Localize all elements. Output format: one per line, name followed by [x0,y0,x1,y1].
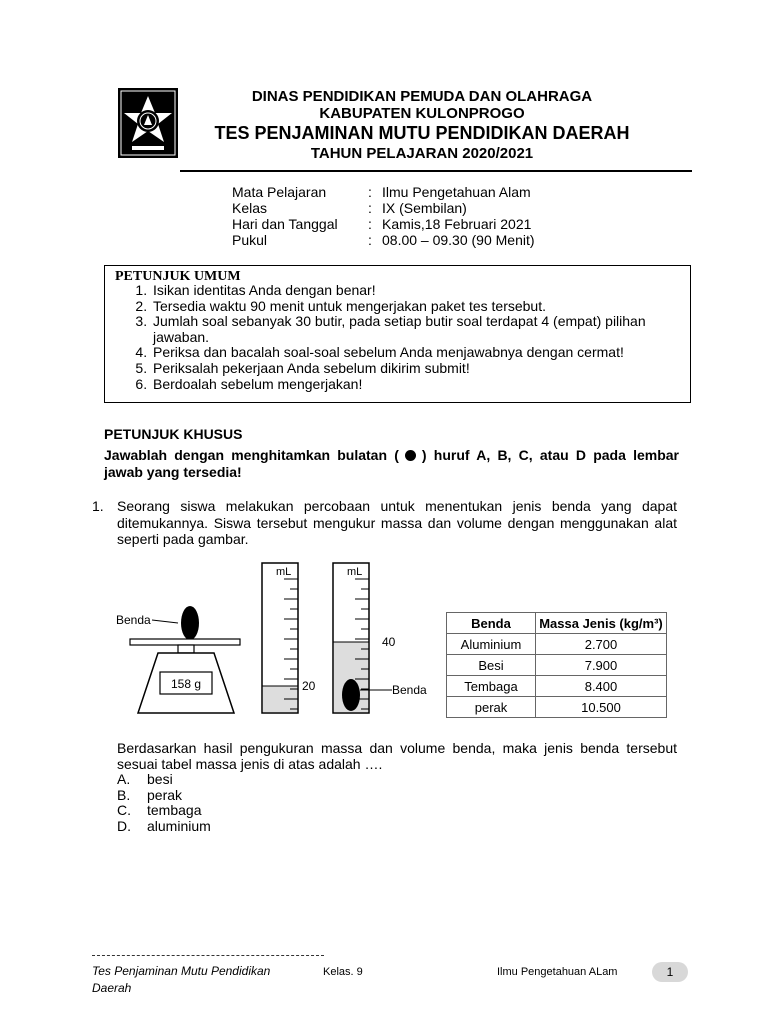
question-followup: Berdasarkan hasil pengukuran massa dan volume benda, maka jenis benda tersebut sesuai tabel massa jenis di atas adalah …. [117,740,677,772]
info-row: Pukul : 08.00 – 09.30 (90 Menit) [232,232,535,248]
general-instructions-list [105,283,671,392]
list-item: 2. Tersedia waktu 90 menit untuk mengerjakan paket tes tersebut. [151,299,671,315]
info-row: Hari dan Tanggal : Kamis,18 Februari 2021 [232,216,532,232]
list-item: 3. Jumlah soal sebanyak 30 butir, pada setiap butir soal terdapat 4 (empat) pilihan jawaban. [151,314,671,345]
cylinder-40ml [333,563,427,713]
filled-circle-icon [405,450,416,461]
specific-instructions-text: Jawablah dengan menghitamkan bulatan ( ) huruf A, B, C, atau D pada lembar jawab yang tersedia! [104,447,679,480]
specific-instructions-title: PETUNJUK KHUSUS [104,426,243,442]
option-b[interactable]: B. perak [117,786,183,803]
list-item: 1. Isikan identitas Anda dengan benar! [151,283,671,299]
footer-class: Kelas. 9 [323,966,363,978]
option-a[interactable]: A. besi [117,771,173,787]
table-header: Massa Jenis (kg/m³) [536,613,667,634]
page-number: 1 [652,962,688,982]
footer-divider [92,955,324,956]
header-test-title: TES PENJAMINAN MUTU PENDIDIKAN DAERAH [214,123,630,143]
footer-subject: Ilmu Pengetahuan ALam [497,966,618,978]
header-agency: DINAS PENDIDIKAN PEMUDA DAN OLAHRAGA [251,88,593,105]
info-row: Kelas : IX (Sembilan) [232,200,467,216]
table-header-row [447,613,667,634]
kulonprogo-logo [118,88,178,158]
question-text: Seorang siswa melakukan percobaan untuk menentukan jenis benda yang dapat ditemukannya. Siswa tersebut mengukur massa dan volume dengan menggunakan alat seperti pada gambar. [117,498,677,547]
table-header: Benda [447,613,536,634]
footer-title: Tes Penjaminan Mutu Pendidikan Daerah [92,964,271,995]
option-c[interactable]: C. tembaga [117,802,202,818]
table-row: perak 10.500 [447,697,667,718]
unit-label: mL [276,566,292,578]
density-table [446,612,667,718]
unit-label: mL [347,566,363,578]
list-item: 5. Periksalah pekerjaan Anda sebelum dikirim submit! [151,361,671,377]
answer-options [117,772,211,834]
cylinder-20ml [262,563,316,713]
scale-illustration [116,606,240,713]
scale-reading: 158 g [170,677,202,691]
table-row: Tembaga 8.400 [447,676,667,697]
info-row: Mata Pelajaran : Ilmu Pengetahuan Alam [232,184,531,200]
list-item: 6. Berdoalah sebelum mengerjakan! [151,377,671,393]
header-year: TAHUN PELAJARAN 2020/2021 [310,145,534,162]
table-row: Aluminium 2.700 [447,634,667,655]
general-instructions-box [104,265,691,403]
exam-info [232,184,535,248]
general-instructions-title: PETUNJUK UMUM [115,269,241,284]
header-divider [180,170,692,172]
option-d[interactable]: D. aluminium [117,817,211,834]
reading-20: 20 [302,679,316,693]
reading-40: 40 [382,635,396,649]
benda-label-2: Benda [392,683,427,697]
question-number: 1. [92,498,104,514]
benda-label: Benda [116,613,151,627]
table-row: Besi 7.900 [447,655,667,676]
list-item: 4. Periksa dan bacalah soal-soal sebelum Anda menjawabnya dengan cermat! [151,345,671,361]
header-regency: KABUPATEN KULONPROGO [319,105,525,122]
experiment-figure [110,555,440,725]
